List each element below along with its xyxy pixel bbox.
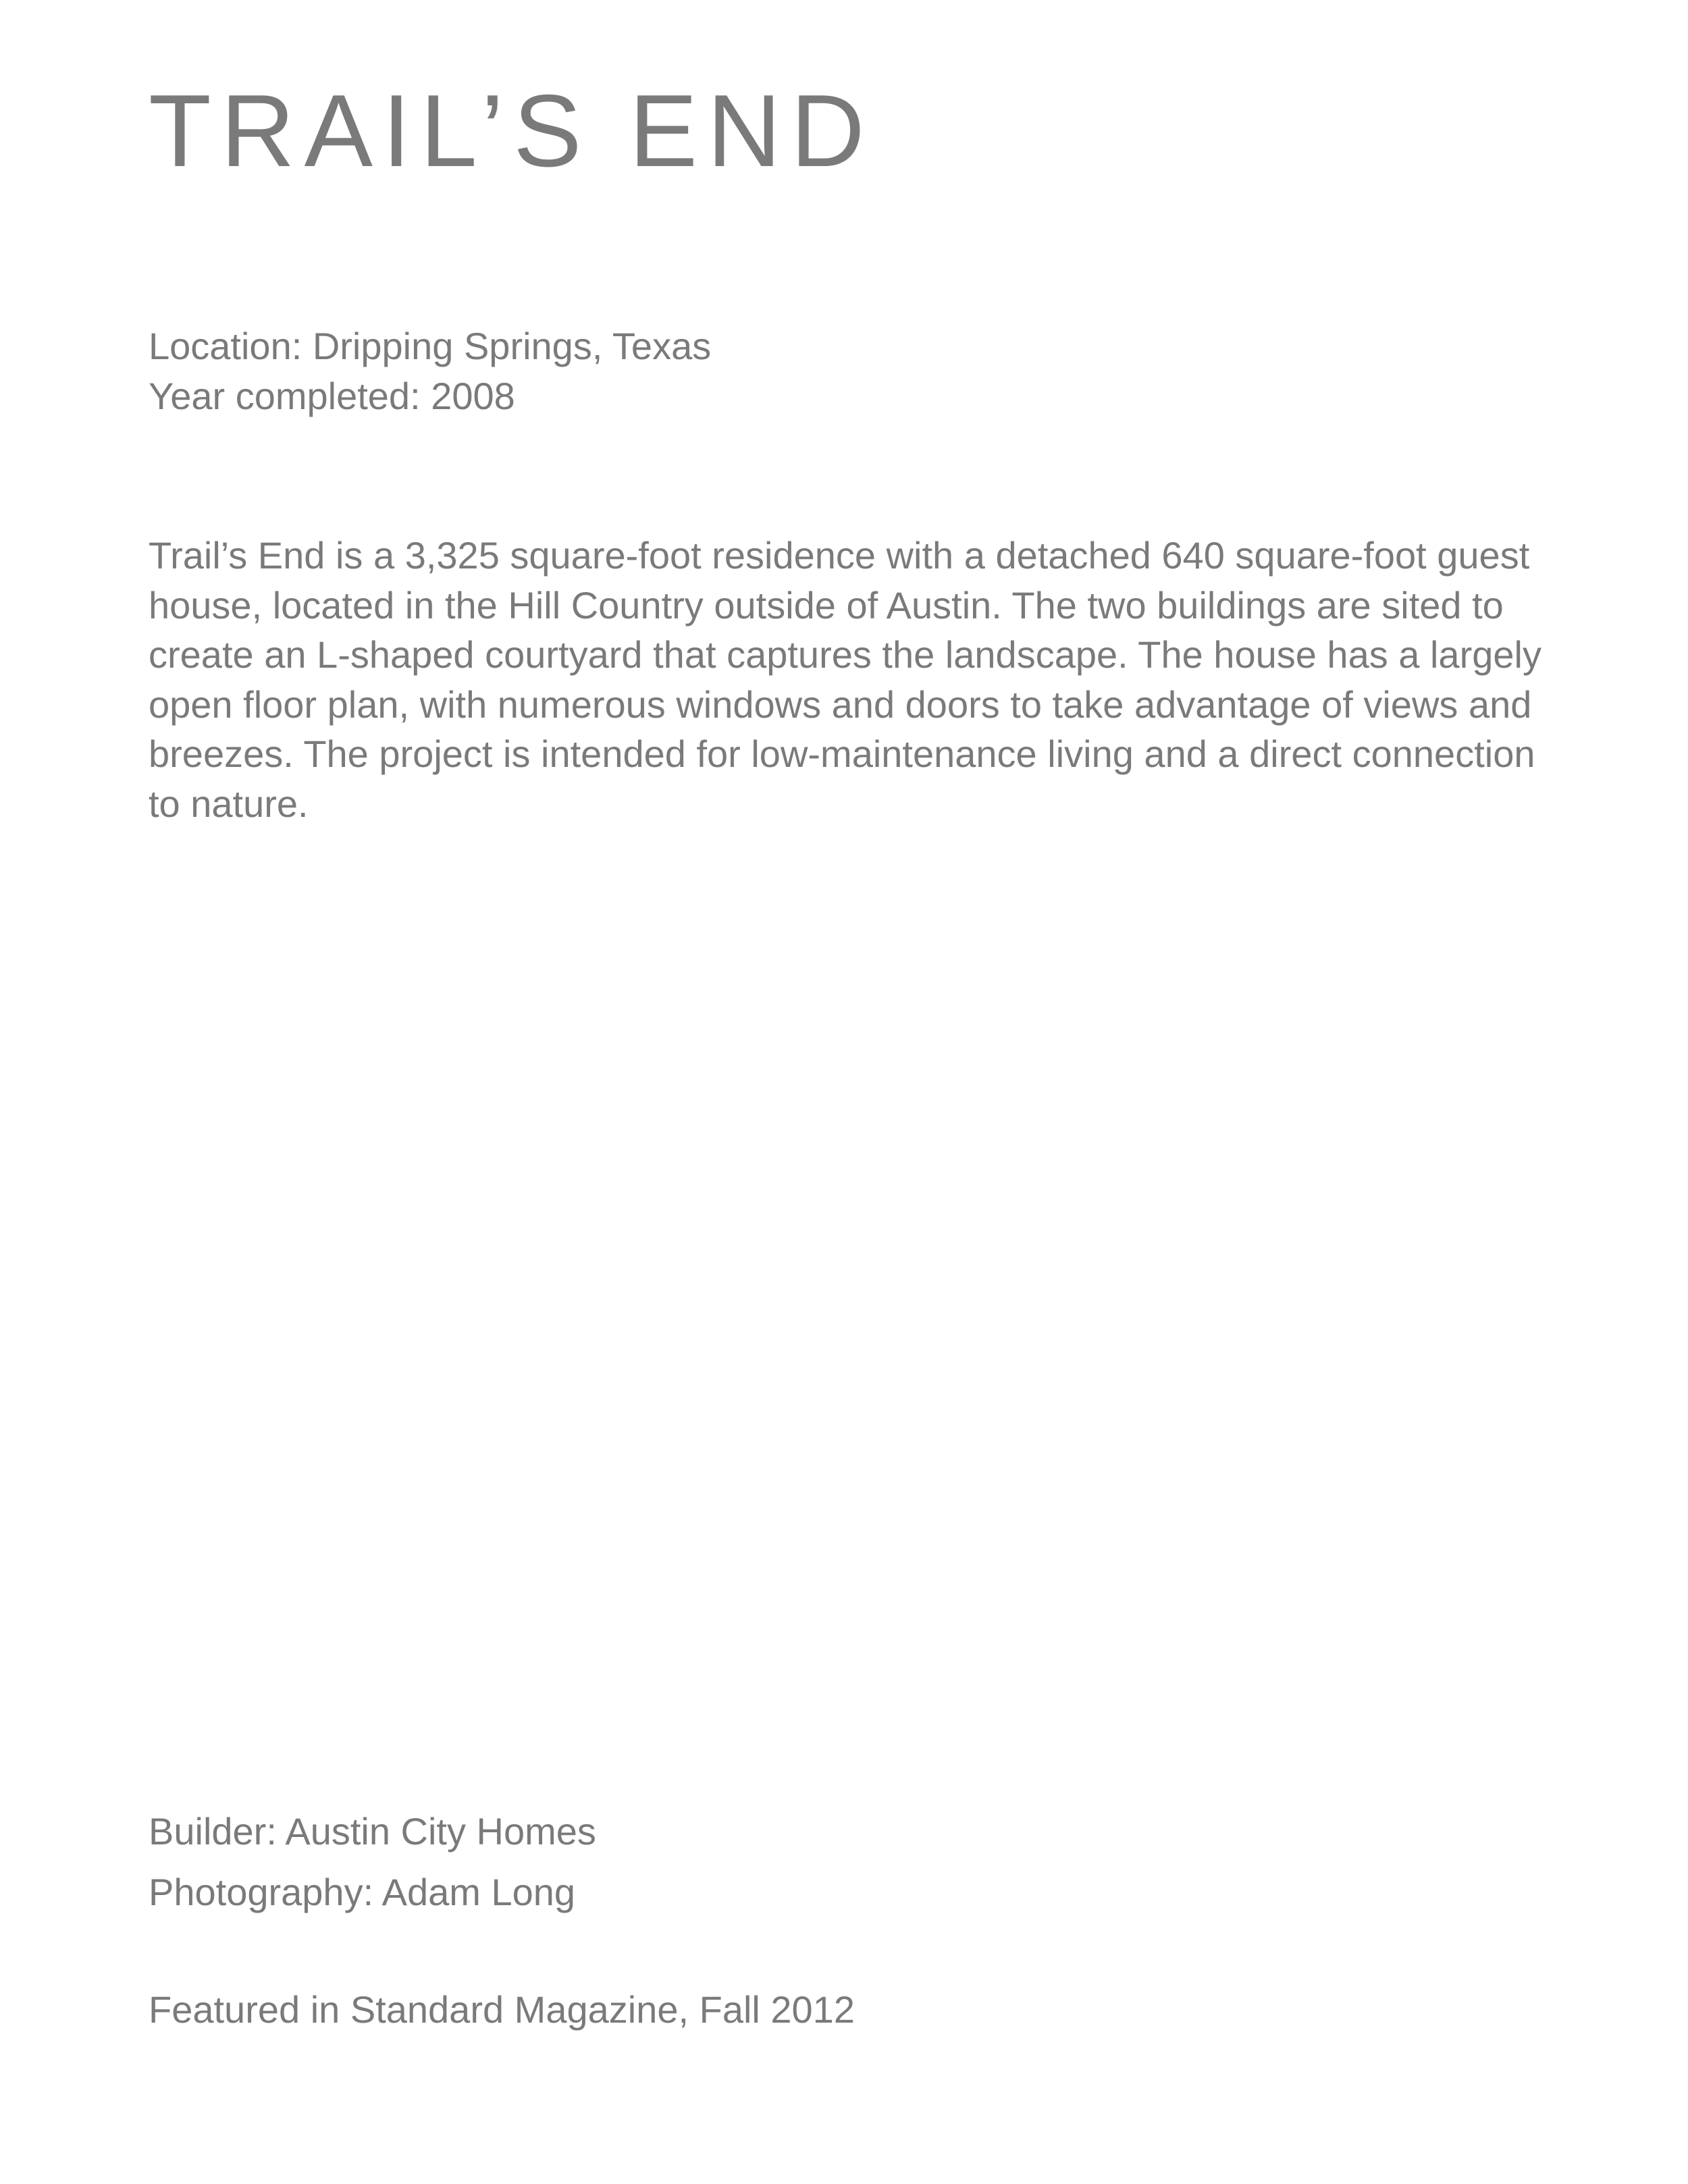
project-meta — [149, 321, 711, 421]
year-completed-text: Year completed: 2008 — [149, 375, 515, 417]
credits — [149, 1801, 596, 1923]
location-text: Location: Dripping Springs, Texas — [149, 325, 712, 367]
builder-credit: Builder: Austin City Homes — [149, 1810, 596, 1853]
featured-note: Featured in Standard Magazine, Fall 2012 — [149, 1988, 855, 2031]
page-title: TRAIL’S END — [149, 74, 874, 188]
project-description: Trail’s End is a 3,325 square-foot residence with a detached 640 square-foot guest house, located in the Hill Country outside of Austin. The two buildings are sited to create an L-shaped courtyard that captures the landscape. The house has a largely open floor plan, with numerous windows and doors to take advantage of views and breezes. The project is intended for low-maintenance living and a direct connection to nature. — [149, 534, 1541, 825]
photography-credit: Photography: Adam Long — [149, 1871, 576, 1913]
